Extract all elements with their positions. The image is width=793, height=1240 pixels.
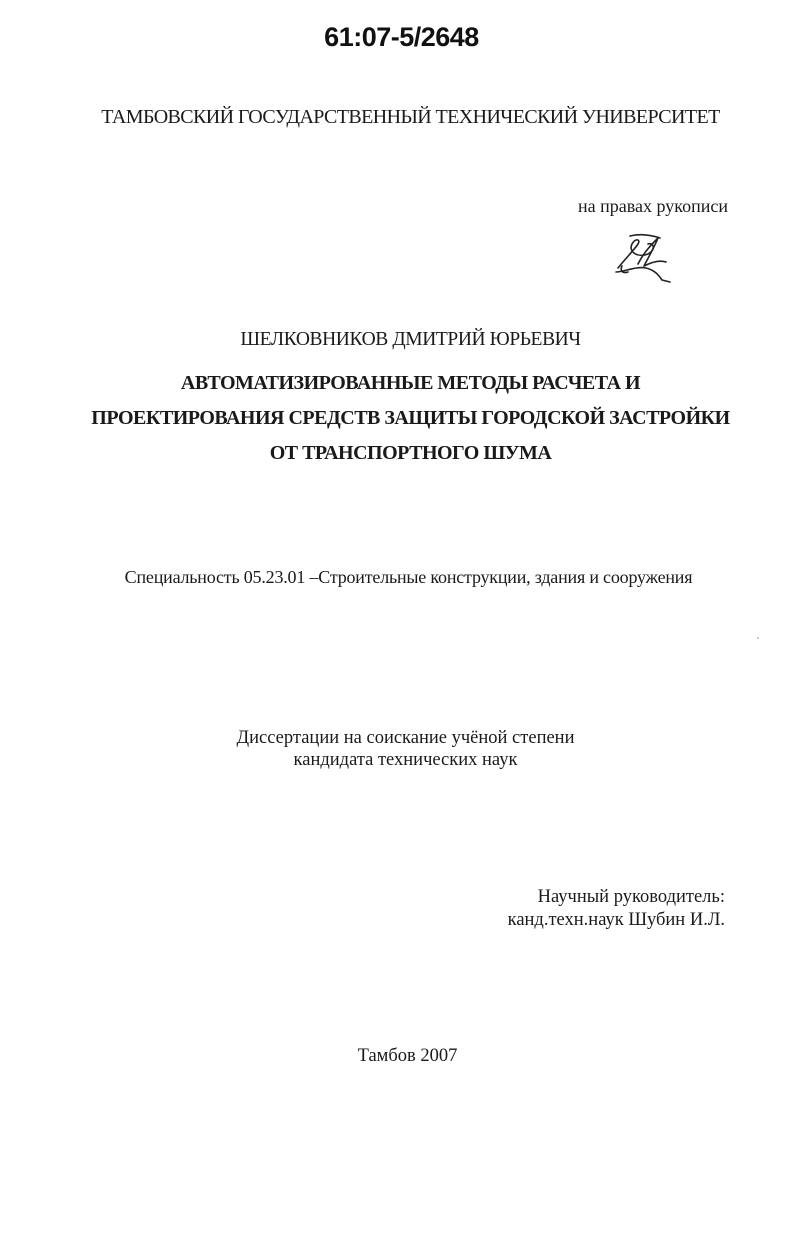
university-name: ТАМБОВСКИЙ ГОСУДАРСТВЕННЫЙ ТЕХНИЧЕСКИЙ УНИВЕРСИТЕТ: [101, 106, 720, 128]
dissertation-title-line: ОТ ТРАНСПОРТНОГО ШУМА: [269, 442, 552, 464]
degree-line: кандидата технических наук: [293, 750, 518, 770]
author-name: ШЕЛКОВНИКОВ ДМИТРИЙ ЮРЬЕВИЧ: [240, 329, 581, 350]
supervisor-name: канд.техн.наук Шубин И.Л.: [507, 910, 725, 930]
scan-speck: [757, 637, 759, 639]
degree-line: Диссертации на соискание учёной степени: [236, 728, 575, 748]
specialty: Специальность 05.23.01 –Строительные конструкции, здания и сооружения: [124, 567, 693, 587]
dissertation-title-line: ПРОЕКТИРОВАНИЯ СРЕДСТВ ЗАЩИТЫ ГОРОДСКОЙ ЗАСТРОЙКИ: [91, 407, 730, 429]
supervisor-label: Научный руководитель:: [537, 887, 725, 907]
manuscript-note: на правах рукописи: [578, 196, 728, 216]
archive-code: 61:07-5/2648: [324, 22, 479, 52]
city-year: Тамбов 2007: [357, 1046, 458, 1066]
dissertation-title-line: АВТОМАТИЗИРОВАННЫЕ МЕТОДЫ РАСЧЕТА И: [180, 372, 641, 394]
signature-icon: [608, 228, 678, 284]
